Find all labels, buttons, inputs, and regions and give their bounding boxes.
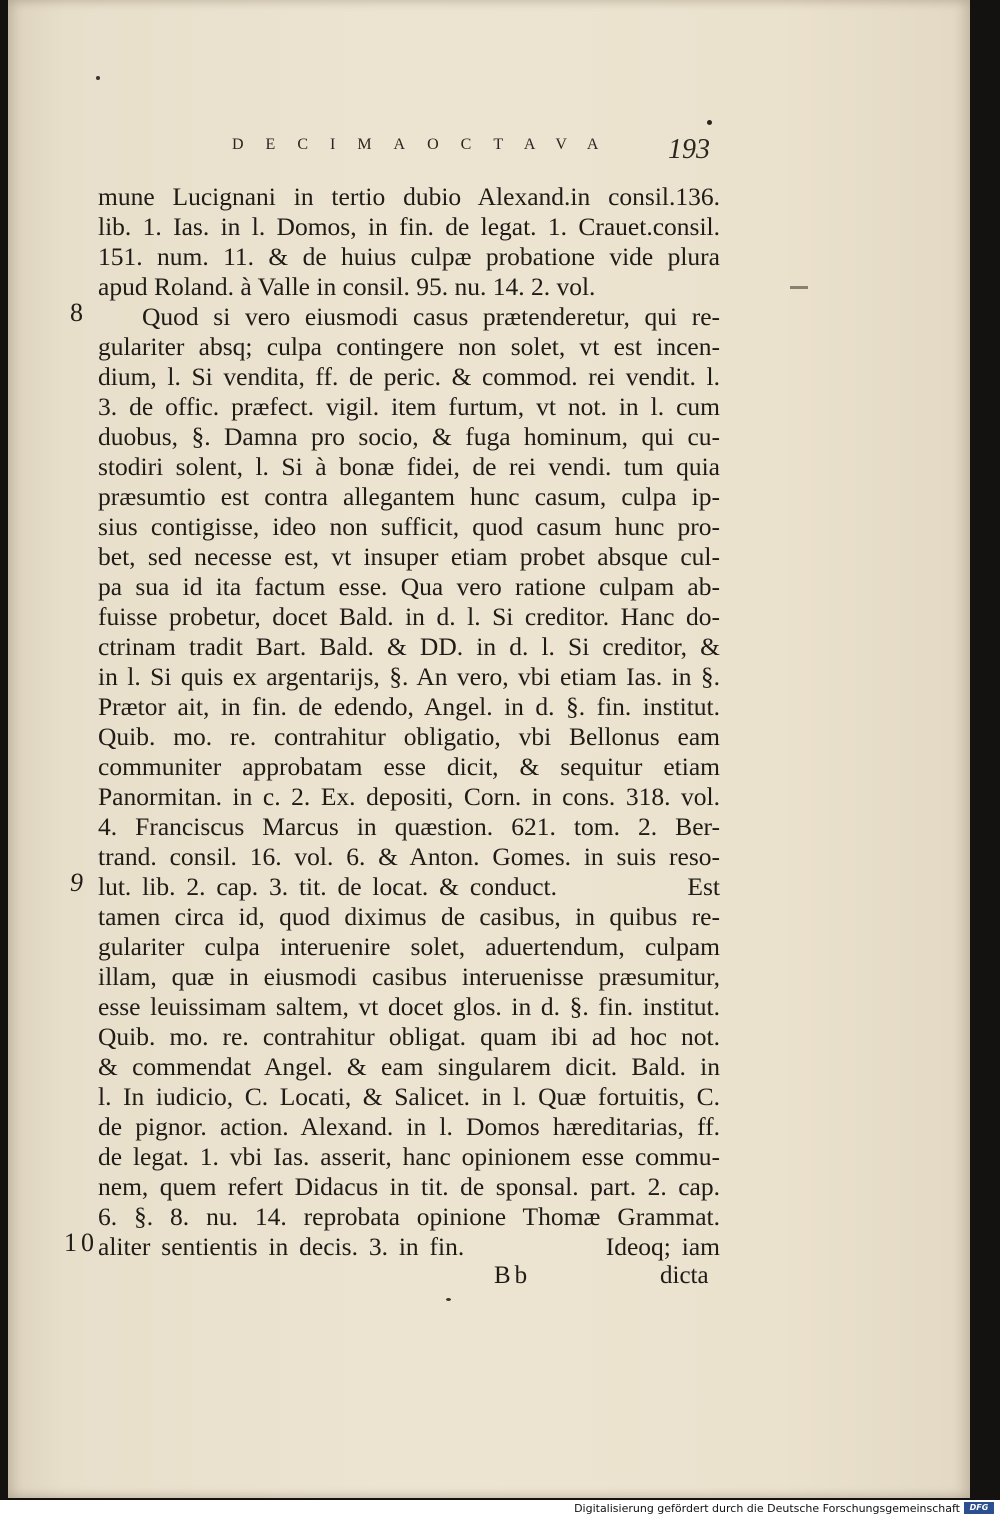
digitization-footer: [0, 1500, 1000, 1516]
running-head: DECIMAOCTAVA: [232, 136, 621, 153]
text-line: 3. de offic. præfect. vigil. item furtum, vt not. in l. cum: [98, 392, 720, 421]
text-line: Quib. mo. re. contrahitur obligat. quam ibi ad hoc not.: [98, 1022, 720, 1051]
folio-mark: [707, 120, 712, 125]
text-line: Panormitan. in c. 2. Ex. depositi, Corn. in cons. 318. vol.: [98, 782, 720, 811]
text-line: l. In iudicio, C. Locati, & Salicet. in l. Quæ fortuitis, C.: [98, 1082, 720, 1111]
text-line: illam, quæ in eiusmodi casibus interuenisse præsumitur,: [98, 962, 720, 991]
text-line: duobus, §. Damna pro socio, & fuga hominum, qui cu-: [98, 422, 720, 451]
text-line: & commendat Angel. & eam singularem dicit. Bald. in: [98, 1052, 720, 1081]
text-line: lut. lib. 2. cap. 3. tit. de locat. & conduct. Est: [98, 872, 720, 901]
text-line: tamen circa id, quod diximus de casibus, in quibus re-: [98, 902, 720, 931]
text-line: trand. consil. 16. vol. 6. & Anton. Gomes. in suis reso-: [98, 842, 720, 871]
text-line: ctrinam tradit Bart. Bald. & DD. in d. l. Si creditor, &: [98, 632, 720, 661]
text-line: aliter sentientis in decis. 3. in fin. Ideoq; iam: [98, 1232, 720, 1261]
paper-speck: [446, 1298, 451, 1301]
text-line: Quib. mo. re. contrahitur obligatio, vbi Bellonus eam: [98, 722, 720, 751]
text-line: nem, quem refert Didacus in tit. de sponsal. part. 2. cap.: [98, 1172, 720, 1201]
text-line: in l. Si quis ex argentarijs, §. An vero, vbi etiam Ias. in §.: [98, 662, 720, 691]
text-line: Quod si vero eiusmodi casus prætenderetur, qui re-: [142, 302, 720, 331]
text-line: gulariter absq; culpa contingere non solet, vt est incen-: [98, 332, 720, 361]
text-line: apud Roland. à Valle in consil. 95. nu. 14. 2. vol.: [98, 272, 596, 301]
funding-credit: Digitalisierung gefördert durch die Deutsche Forschungsgemeinschaft: [574, 1502, 960, 1515]
catchword: dicta: [660, 1262, 709, 1289]
text-line: 6. §. 8. nu. 14. reprobata opinione Thomæ Grammat.: [98, 1202, 720, 1231]
text-line: communiter approbatam esse dicit, & sequitur etiam: [98, 752, 720, 781]
paper-speck: [96, 76, 100, 80]
text-line: mune Lucignani in tertio dubio Alexand.in consil.136.: [98, 182, 720, 211]
text-line: fuisse probetur, docet Bald. in d. l. Si creditor. Hanc do-: [98, 602, 720, 631]
text-line: stodiri solent, l. Si à bonæ fidei, de rei vendi. tum quia: [98, 452, 720, 481]
text-line: lib. 1. Ias. in l. Domos, in fin. de legat. 1. Crauet.consil.: [98, 212, 720, 241]
text-line: sius contigisse, ideo non sufficit, quod casum hunc pro-: [98, 512, 720, 541]
text-line: Prætor ait, in fin. de edendo, Angel. in d. §. fin. institut.: [98, 692, 720, 721]
text-line: 4. Franciscus Marcus in quæstion. 621. tom. 2. Ber-: [98, 812, 720, 841]
text-line: dium, l. Si vendita, ff. de peric. & commod. rei vendit. l.: [98, 362, 720, 391]
text-line: pa sua id ita factum esse. Qua vero ratione culpam ab-: [98, 572, 720, 601]
marginal-number-9: 9: [70, 868, 83, 897]
margin-mark: [790, 286, 808, 289]
page-number: 193: [668, 134, 710, 165]
text-line: de legat. 1. vbi Ias. asserit, hanc opinionem esse commu-: [98, 1142, 720, 1171]
marginal-number-8: 8: [70, 298, 83, 327]
marginal-number-10: 10: [64, 1228, 98, 1257]
text-line: præsumtio est contra allegantem hunc casum, culpa ip-: [98, 482, 720, 511]
signature-mark: Bb: [494, 1262, 532, 1289]
text-line: de pignor. action. Alexand. in l. Domos hæreditarias, ff.: [98, 1112, 720, 1141]
text-line: esse leuissimam saltem, vt docet glos. in d. §. fin. institut.: [98, 992, 720, 1021]
text-line: 151. num. 11. & de huius culpæ probatione vide plura: [98, 242, 720, 271]
text-line: gulariter culpa interuenire solet, aduertendum, culpam: [98, 932, 720, 961]
text-line: bet, sed necesse est, vt insuper etiam probet absque cul-: [98, 542, 720, 571]
dfg-logo-icon: DFG: [964, 1502, 994, 1514]
